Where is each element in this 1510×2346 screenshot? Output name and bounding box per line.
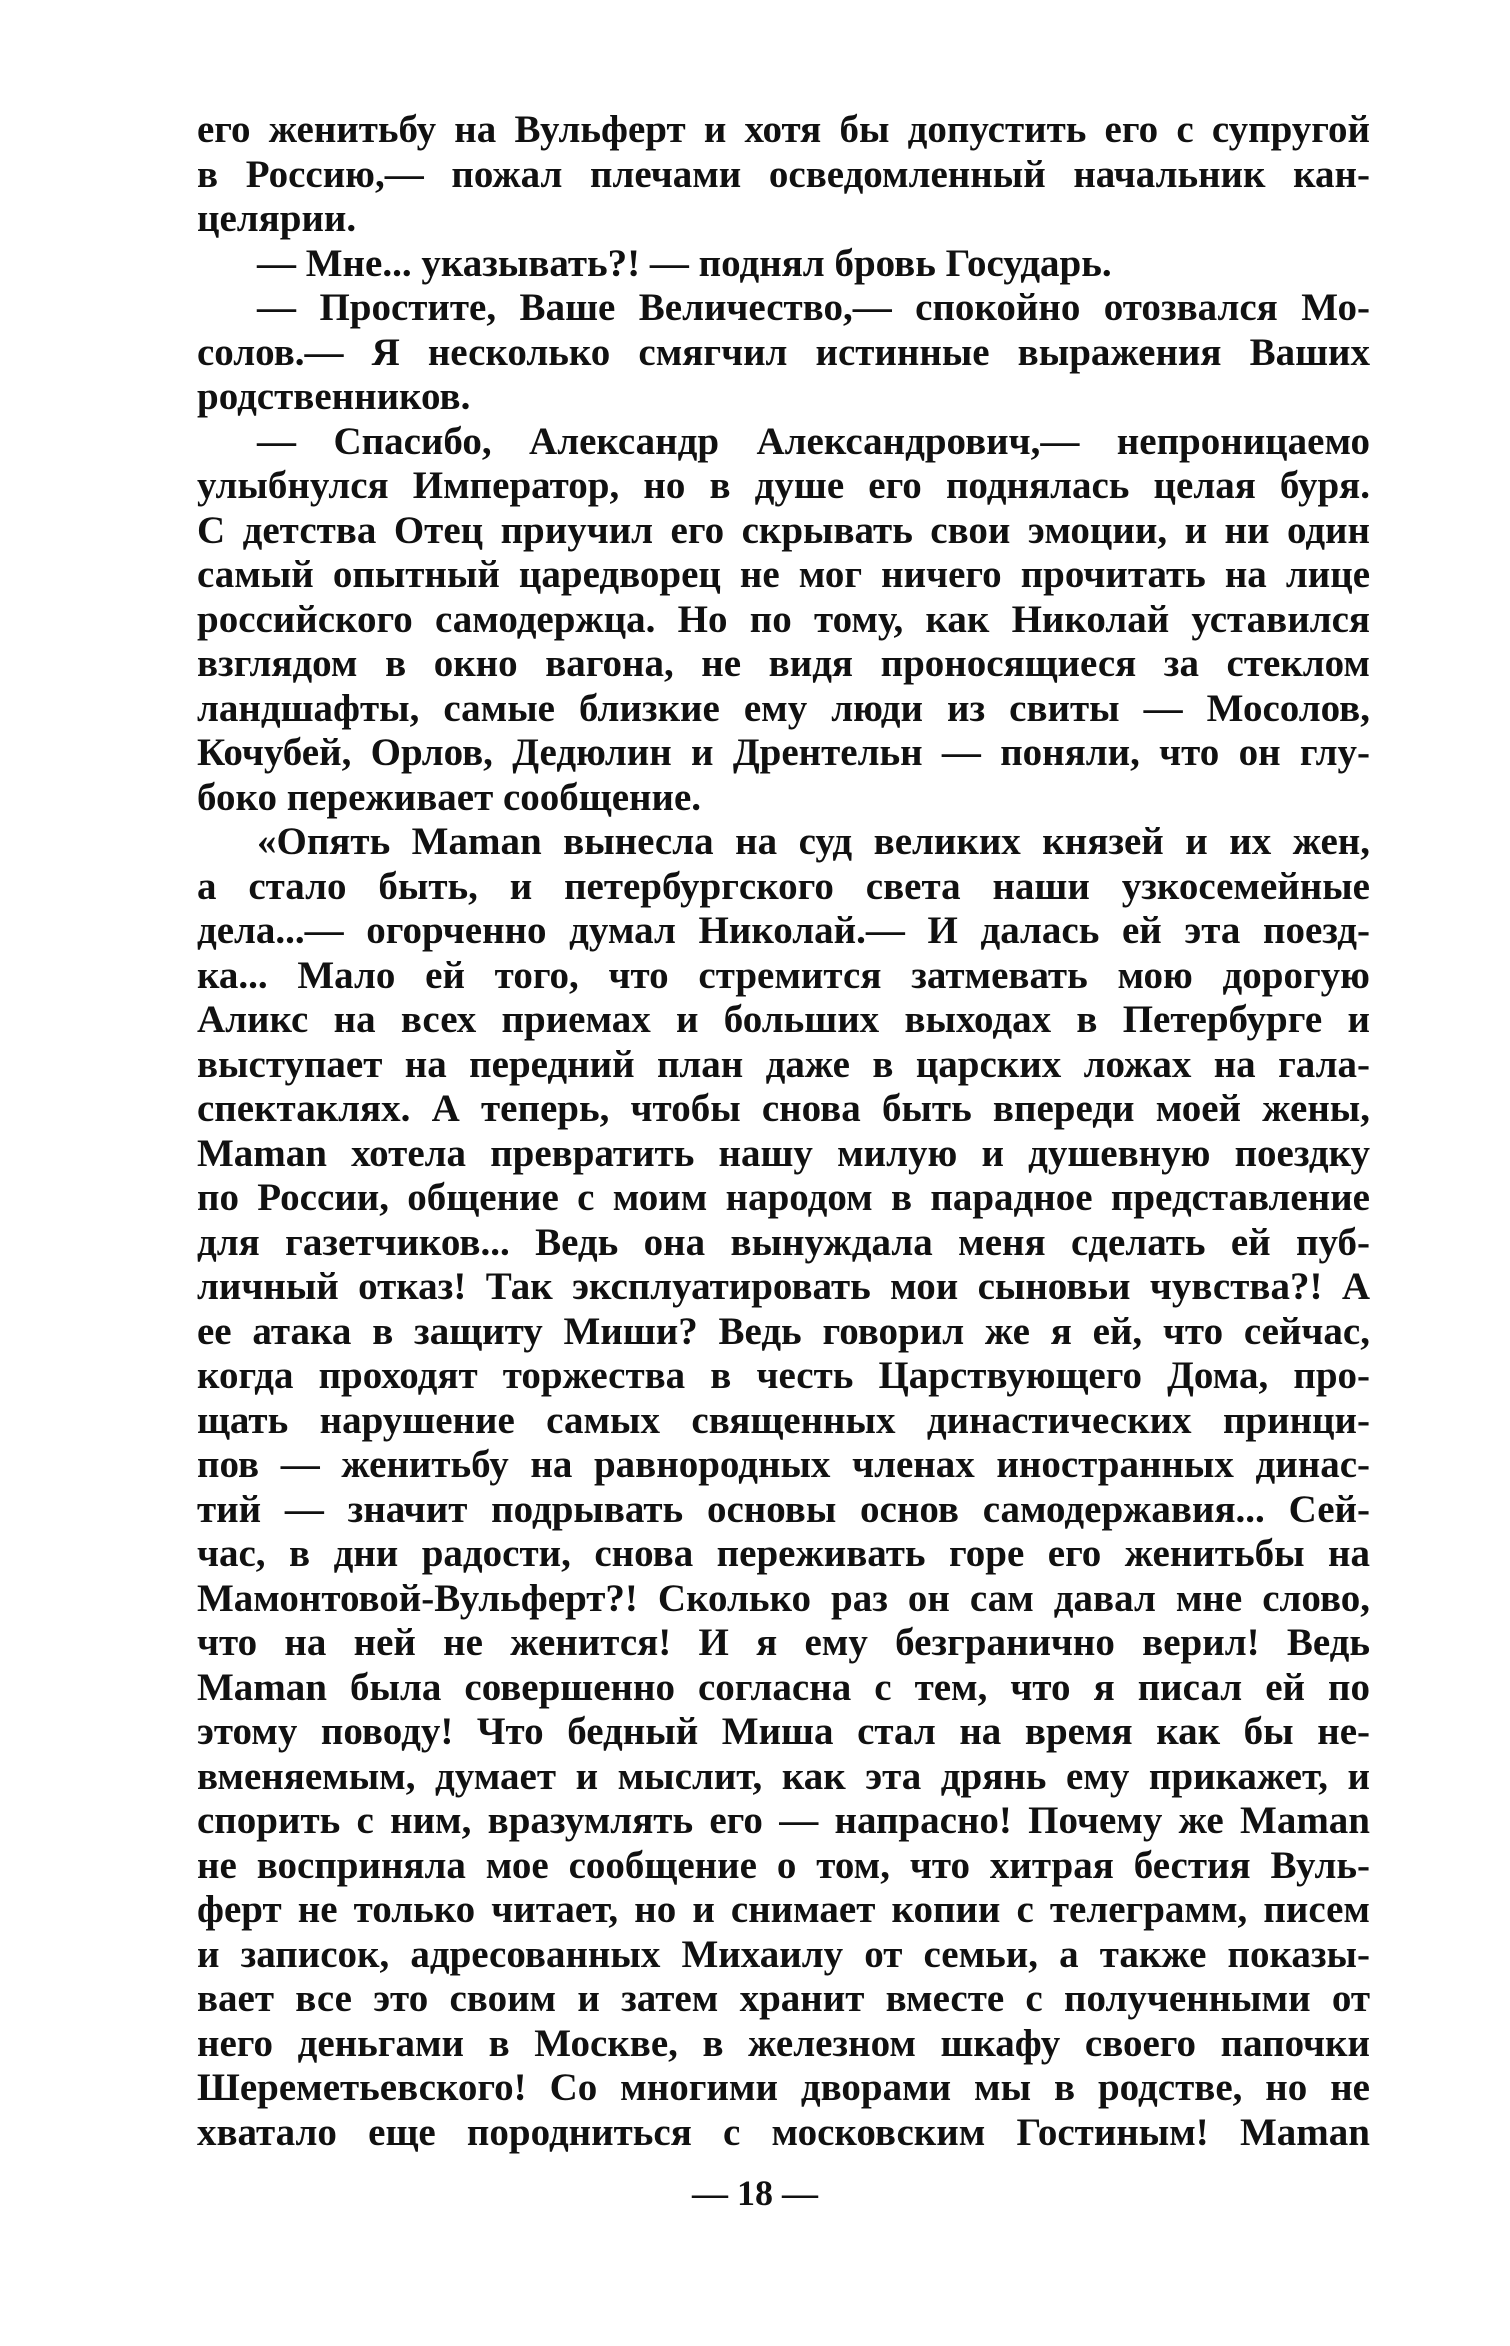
text-line: С детства Отец приучил его скрывать свои эмоции, и ни один <box>197 508 1370 552</box>
text-line: что на ней не женится! И я ему безгранично верил! Ведь <box>197 1621 1370 1664</box>
text-line: этому поводу! Что бедный Миша стал на время как бы не- <box>197 1710 1370 1753</box>
text-line: него деньгами в Москве, в железном шкафу своего папочки <box>197 2021 1370 2065</box>
text-line: — Мне... указывать?! — поднял бровь Государь. <box>257 241 1112 285</box>
body-text <box>197 108 1370 2155</box>
text-line: самый опытный царедворец не мог ничего прочитать на лице <box>197 553 1370 596</box>
text-line: в Россию,— пожал плечами осведомленный начальник кан- <box>197 152 1370 196</box>
text-line: — Спасибо, Александр Александрович,— непроницаемо <box>257 419 1370 463</box>
text-line: Аликс на всех приемах и больших выходах в Петербурге и <box>197 998 1370 1041</box>
text-line: а стало быть, и петербургского света наши узкосемейные <box>197 864 1370 908</box>
text-line: выступает на передний план даже в царских ложах на гала- <box>197 1042 1370 1086</box>
text-line: для газетчиков... Ведь она вынуждала меня сделать ей пуб- <box>197 1220 1370 1264</box>
text-line: по России, общение с моим народом в парадное представление <box>197 1176 1370 1219</box>
text-line: Мамонтовой-Вульферт?! Сколько раз он сам давал мне слово, <box>197 1576 1370 1620</box>
text-line: родственников. <box>197 375 471 418</box>
text-line: вменяемым, думает и мыслит, как эта дрянь ему прикажет, и <box>197 1754 1370 1798</box>
text-line: ферт не только читает, но и снимает копии с телеграмм, писем <box>197 1888 1370 1931</box>
text-line: взглядом в окно вагона, не видя проносящиеся за стеклом <box>197 642 1370 685</box>
page-number: — 18 — <box>692 2173 818 2213</box>
text-line: ка... Мало ей того, что стремится затмевать мою дорогую <box>197 953 1370 997</box>
text-line: не восприняла мое сообщение о том, что хитрая бестия Вуль- <box>197 1843 1370 1887</box>
text-line: когда проходят торжества в честь Царствующего Дома, про- <box>197 1354 1370 1397</box>
text-line: дела...— огорченно думал Николай.— И далась ей эта поезд- <box>197 909 1370 952</box>
text-line: час, в дни радости, снова переживать горе его женитьбы на <box>197 1532 1370 1575</box>
text-line: хватало еще породниться с московским Гостиным! Maman <box>197 2110 1370 2154</box>
text-line: его женитьбу на Вульферт и хотя бы допустить его с супругой <box>197 108 1370 151</box>
text-line: личный отказ! Так эксплуатировать мои сыновьи чувства?! А <box>197 1265 1370 1308</box>
text-line: спорить с ним, вразумлять его — напрасно! Почему же Maman <box>197 1799 1370 1842</box>
text-line: вает все это своим и затем хранит вместе с полученными от <box>197 1977 1370 2020</box>
text-line: улыбнулся Император, но в душе его поднялась целая буря. <box>197 464 1370 507</box>
text-line: «Опять Maman вынесла на суд великих князей и их жен, <box>257 820 1370 863</box>
text-line: Maman хотела превратить нашу милую и душевную поездку <box>197 1131 1370 1175</box>
text-line: боко переживает сообщение. <box>197 775 702 819</box>
text-line: щать нарушение самых священных династических принци- <box>197 1398 1370 1442</box>
text-line: целярии. <box>197 197 357 240</box>
text-line: ландшафты, самые близкие ему люди из свиты — Мосолов, <box>197 686 1370 730</box>
text-line: тий — значит подрывать основы основ самодержавия... Сей- <box>197 1487 1370 1531</box>
text-line: ее атака в защиту Миши? Ведь говорил же я ей, что сейчас, <box>197 1309 1370 1353</box>
text-line: и записок, адресованных Михаилу от семьи, а также показы- <box>197 1932 1370 1976</box>
text-line: Кочубей, Орлов, Дедюлин и Дрентельн — поняли, что он глу- <box>197 731 1370 774</box>
text-line: солов.— Я несколько смягчил истинные выражения Ваших <box>197 330 1370 374</box>
text-line: российского самодержца. Но по тому, как Николай уставился <box>197 597 1370 641</box>
text-line: спектаклях. А теперь, чтобы снова быть впереди моей жены, <box>197 1087 1370 1130</box>
text-line: Maman была совершенно согласна с тем, что я писал ей по <box>197 1665 1370 1709</box>
text-line: — Простите, Ваше Величество,— спокойно отозвался Мо- <box>257 286 1370 329</box>
text-line: Шереметьевского! Со многими дворами мы в родстве, но не <box>197 2066 1370 2109</box>
text-line: пов — женитьбу на равнородных членах иностранных динас- <box>197 1443 1370 1486</box>
